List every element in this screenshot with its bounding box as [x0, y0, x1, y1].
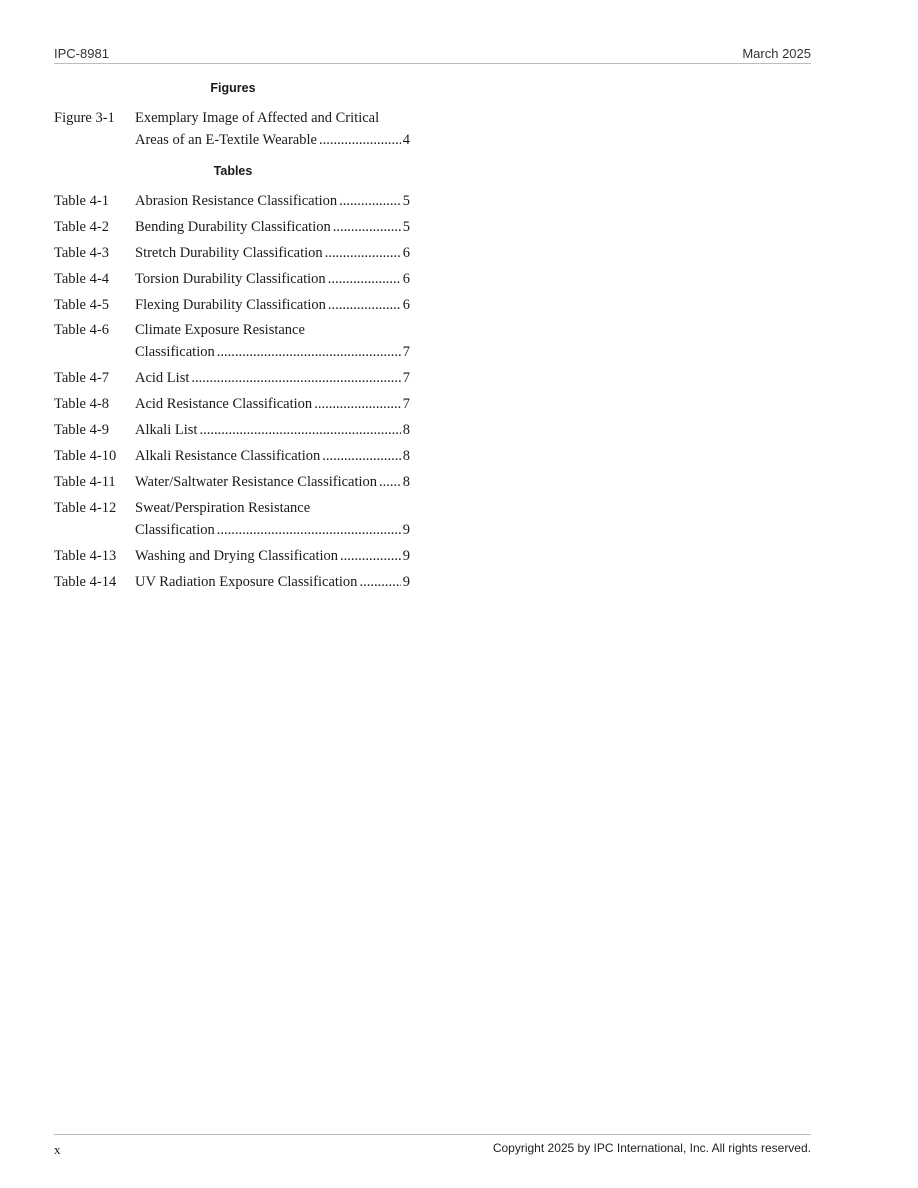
entry-page: 5 — [402, 193, 410, 209]
entry-page: 9 — [402, 522, 410, 538]
entry-title: Washing and Drying Classification — [135, 548, 339, 564]
entry-page: 8 — [402, 448, 410, 464]
entry-label: Table 4-11 — [54, 474, 116, 490]
entry-title: Stretch Durability Classification — [135, 245, 323, 261]
entry-label: Table 4-1 — [54, 193, 109, 209]
entry-title: Water/Saltwater Resistance Classification — [135, 474, 378, 490]
dot-leader — [325, 245, 401, 262]
entry-label: Table 4-4 — [54, 271, 109, 287]
page-footer — [54, 1134, 811, 1155]
dot-leader — [314, 396, 401, 413]
entry-label: Table 4-12 — [54, 500, 117, 516]
page-header — [54, 46, 811, 64]
entry-title-line2: Classification — [135, 522, 215, 538]
entry-title: Torsion Durability Classification — [135, 271, 326, 287]
entry-title: Acid Resistance Classification — [135, 396, 313, 412]
dot-leader — [339, 193, 401, 210]
figures-heading: Figures — [210, 81, 256, 95]
entry-title-line1: Sweat/Perspiration Resistance — [135, 500, 311, 516]
entry-title-line1: Climate Exposure Resistance — [135, 322, 305, 338]
page-number: x — [54, 1142, 61, 1157]
entry-page: 7 — [402, 396, 410, 412]
entry-page: 9 — [402, 548, 410, 564]
entry-title-line1: Exemplary Image of Affected and Critical — [135, 110, 380, 126]
entry-page: 6 — [402, 245, 410, 261]
entry-title-line2: Classification — [135, 344, 215, 360]
entry-title: Bending Durability Classification — [135, 219, 331, 235]
dot-leader — [379, 474, 401, 491]
dot-leader — [319, 132, 401, 149]
dot-leader — [199, 422, 400, 439]
entry-title-line2: Areas of an E-Textile Wearable — [135, 132, 317, 148]
entry-page: 9 — [402, 574, 410, 590]
document-date: March 2025 — [742, 46, 811, 61]
dot-leader — [322, 448, 401, 465]
dot-leader — [328, 271, 401, 288]
entry-title: Alkali List — [135, 422, 198, 438]
entry-label: Table 4-5 — [54, 297, 109, 313]
entry-page: 6 — [402, 297, 410, 313]
entry-page: 7 — [402, 370, 410, 386]
entry-title: Abrasion Resistance Classification — [135, 193, 338, 209]
entry-page: 8 — [402, 422, 410, 438]
entry-label: Table 4-6 — [54, 322, 109, 338]
dot-leader — [333, 219, 401, 236]
tables-heading: Tables — [213, 164, 253, 178]
entry-label: Table 4-10 — [54, 448, 117, 464]
dot-leader — [191, 370, 400, 387]
dot-leader — [217, 522, 401, 539]
entry-label: Table 4-14 — [54, 574, 117, 590]
entry-title: Flexing Durability Classification — [135, 297, 326, 313]
entry-label: Table 4-7 — [54, 370, 109, 386]
entry-label: Table 4-2 — [54, 219, 109, 235]
entry-page: 5 — [402, 219, 410, 235]
entry-page: 6 — [402, 271, 410, 287]
entry-label: Table 4-8 — [54, 396, 109, 412]
document-id: IPC-8981 — [54, 46, 109, 61]
entry-title: Alkali Resistance Classification — [135, 448, 321, 464]
dot-leader — [359, 574, 400, 591]
entry-label: Table 4-13 — [54, 548, 117, 564]
entry-title: Acid List — [135, 370, 190, 386]
entry-page: 8 — [402, 474, 410, 490]
dot-leader — [340, 548, 401, 565]
entry-title: UV Radiation Exposure Classification — [135, 574, 358, 590]
dot-leader — [328, 297, 401, 314]
entry-label: Figure 3-1 — [54, 110, 115, 126]
entry-label: Table 4-3 — [54, 245, 109, 261]
entry-label: Table 4-9 — [54, 422, 109, 438]
entry-page: 4 — [402, 132, 410, 148]
copyright-notice: Copyright 2025 by IPC International, Inc. All rights reserved. — [492, 1141, 811, 1155]
dot-leader — [217, 344, 401, 361]
entry-page: 7 — [402, 344, 410, 360]
